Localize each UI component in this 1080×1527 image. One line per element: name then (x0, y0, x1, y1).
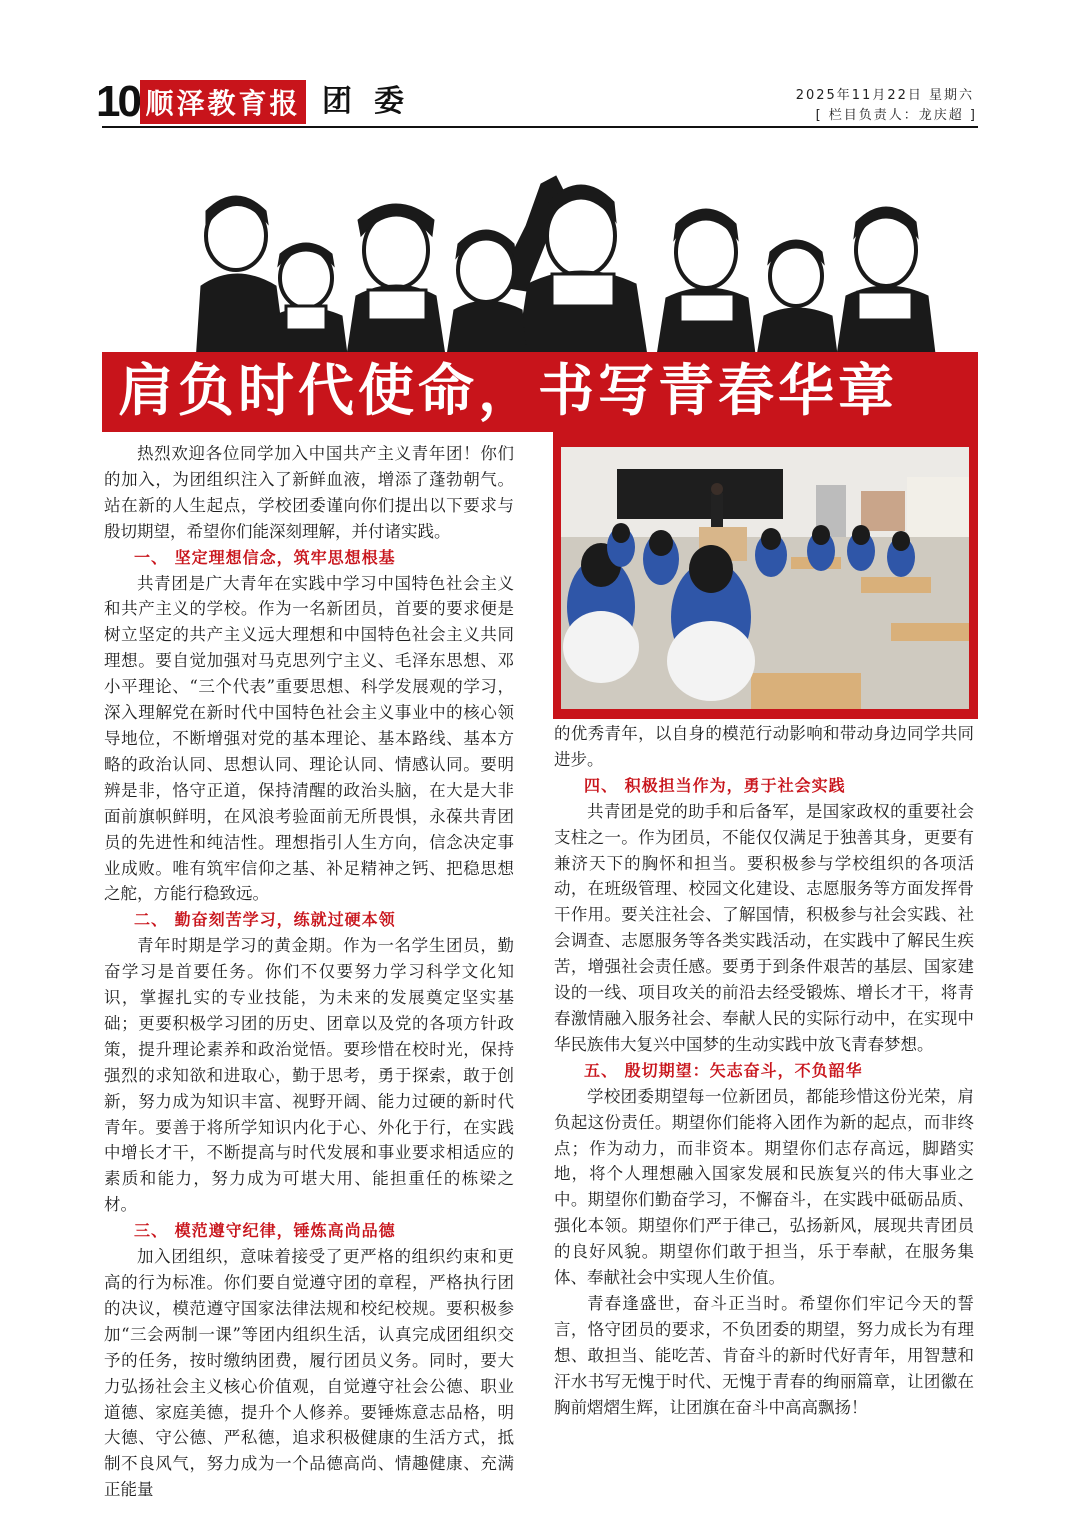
section-4-paragraph: 共青团是党的助手和后备军，是国家政权的重要社会支柱之一。作为团员，不能仅仅满足于独善其身，更要有兼济天下的胸怀和担当。要积极参与学校组织的各项活动，在班级管理、校园文化建设、志愿服务等方面发挥骨干作用。要关注社会、了解国情，积极参与社会实践、社会调查、志愿服务等各类实践活动，在实践中了解民生疾苦，增强社会责任感。要勇于到条件艰苦的基层、国家建设的一线、项目攻关的前沿去经受锻炼、增长才干，将青春激情融入服务社会、奉献人民的实际行动中，在实现中华民族伟大复兴中国梦的生动实践中放飞青春梦想。 (554, 801, 974, 1054)
column-editor: [ 栏目负责人：龙庆超 ] (815, 108, 977, 123)
closing-paragraph: 青春逢盛世，奋斗正当时。希望你们牢记今天的誓言，恪守团员的要求，不负团委的期望，努力成长为有理想、敢担当、能吃苦、肯奋斗的新时代好青年，用智慧和汗水书写无愧于时代、无愧于青春的绚丽篇章，让团徽在胸前熠熠生辉，让团旗在奋斗中高高飘扬！ (554, 1293, 974, 1417)
section-heading-5: 五、 殷切期望：矢志奋斗，不负韶华 (584, 1060, 863, 1080)
section-5-paragraph: 学校团委期望每一位新团员，都能珍惜这份光荣，肩负起这份责任。期望你们能将入团作为新的起点，而非终点；作为动力，而非资本。期望你们志存高远，脚踏实地，将个人理想融入国家发展和民族复兴的伟大事业之中。期望你们勤奋学习，不懈奋斗，在实践中砥砺品质、强化本领。期望你们严于律己，弘扬新风，展现共青团员的良好风貌。期望你们敢于担当，乐于奉献，在服务集体、奉献社会中实现人生价值。 (554, 1086, 974, 1288)
section-1-paragraph: 共青团是广大青年在实践中学习中国特色社会主义和共产主义的学校。作为一名新团员，首要的要求便是树立坚定的共产主义远大理想和中国特色社会主义共同理想。要自觉加强对马克思列宁主义、毛泽东思想、邓小平理论、“三个代表”重要思想、科学发展观的学习，深入理解党在新时代中国特色社会主义事业中的核心领导地位，不断增强对党的基本理论、基本路线、基本方略的政治认同、思想认同、理论认同、情感认同。要明辨是非，恪守正道，保持清醒的政治头脑，在大是大非面前旗帜鲜明，在风浪考验面前无所畏惧，永葆共青团员的先进性和纯洁性。理想指引人生方向，信念决定事业成败。唯有筑牢信仰之基、补足精神之钙、把稳思想之舵，方能行稳致远。 (104, 573, 514, 904)
section-3-paragraph: 加入团组织，意味着接受了更严格的组织约束和更高的行为标准。你们要自觉遵守团的章程，严格执行团的决议，模范遵守国家法律法规和校纪校规。要积极参加“三会两制一课”等团内组织生活，认真完成团组织交予的任务，按时缴纳团费，履行团员义务。同时，要大力弘扬社会主义核心价值观，自觉遵守社会公德、职业道德、家庭美德，提升个人修养。要锤炼意志品格，明大德、守公德、严私德，追求积极健康的生活方式，抵制不良风气，努力成为一个品德高尚、情趣健康、充满正能量 (104, 1247, 514, 1500)
section-name: 团委 (322, 84, 426, 119)
article-column-right (554, 721, 974, 1420)
header-divider (102, 126, 978, 128)
intro-paragraph: 热烈欢迎各位同学加入中国共产主义青年团！你们的加入，为团组织注入了新鲜血液，增添了蓬勃朝气。站在新的人生起点，学校团委谨向你们提出以下要求与殷切期望，希望你们能深刻理解，并付诸实践。 (104, 444, 514, 541)
newspaper-masthead: 顺泽教育报 (140, 80, 306, 124)
article-column-left (104, 441, 514, 1503)
page-number: 10 (96, 77, 139, 126)
section-heading-2: 二、 勤奋刻苦学习，练就过硬本领 (134, 910, 396, 930)
section-heading-4: 四、 积极担当作为，勇于社会实践 (584, 775, 846, 795)
youth-woodcut-illustration (196, 166, 942, 362)
section-3-continued: 的优秀青年，以自身的模范行动影响和带动身边同学共同进步。 (554, 724, 974, 769)
article-title: 肩负时代使命，书写青春华章 (118, 358, 898, 424)
section-heading-1: 一、 坚定理想信念，筑牢思想根基 (134, 547, 396, 567)
publication-date: 2025年11月22日 星期六 (795, 88, 974, 103)
section-2-paragraph: 青年时期是学习的黄金期。作为一名学生团员，勤奋学习是首要任务。你们不仅要努力学习科学文化知识，掌握扎实的专业技能，为未来的发展奠定坚实基础；更要积极学习团的历史、团章以及党的各项方针政策，提升理论素养和政治觉悟。要珍惜在校时光，保持强烈的求知欲和进取心，勤于思考，勇于探索，敢于创新，努力成为知识丰富、视野开阔、能力过硬的新时代青年。要善于将所学知识内化于心、外化于行，在实践中增长才干，不断提高与时代发展和事业要求相适应的素质和能力，努力成为可堪大用、能担重任的栋梁之材。 (104, 936, 514, 1215)
section-heading-3: 三、 模范遵守纪律，锤炼高尚品德 (134, 1221, 396, 1241)
classroom-photo (561, 447, 969, 709)
